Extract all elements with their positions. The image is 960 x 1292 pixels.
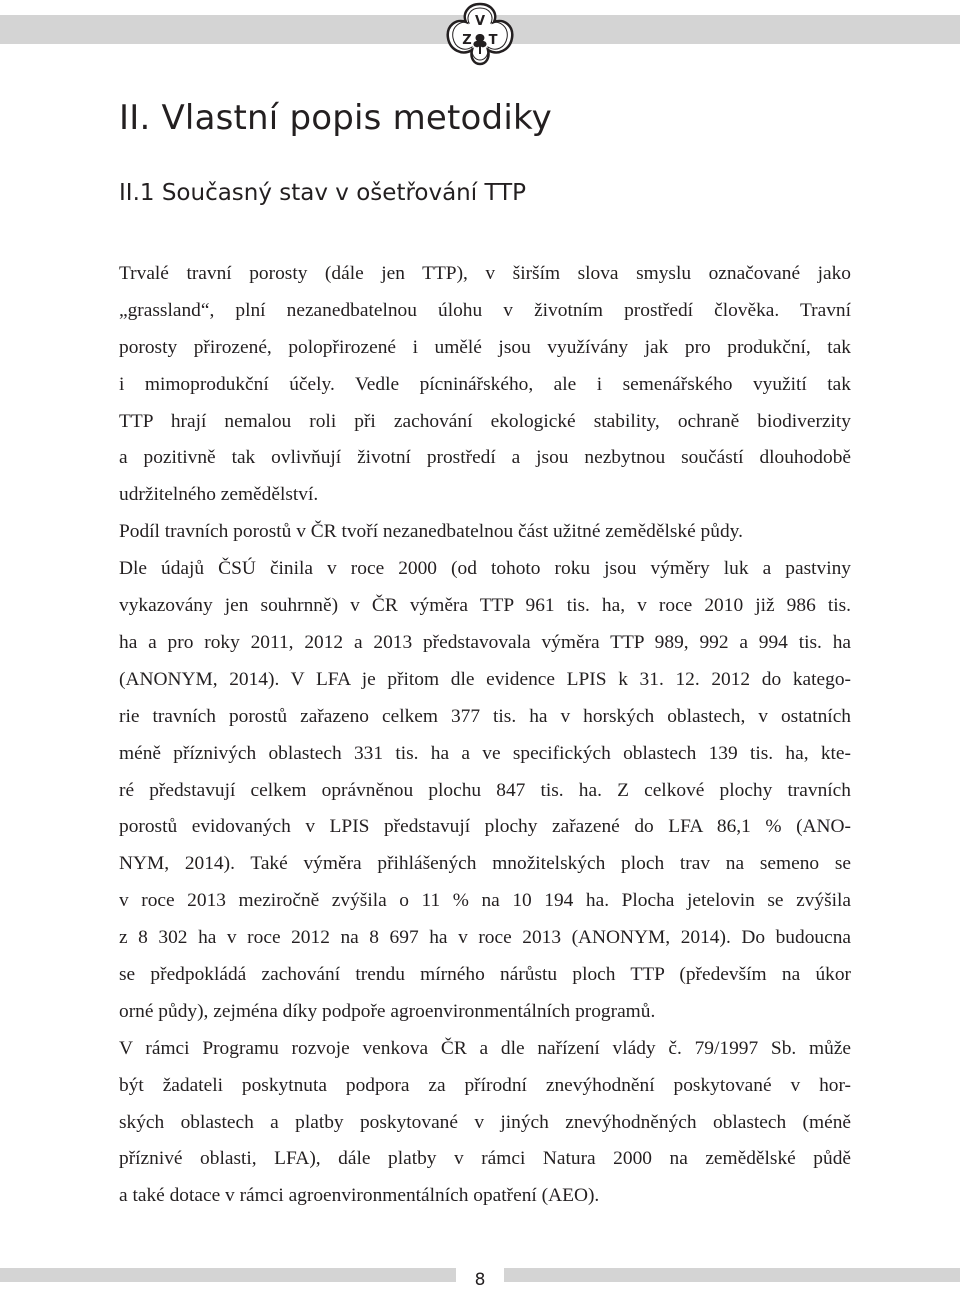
text-line: příznivé oblasti, LFA), dále platby v rámci Natura 2000 na zemědělské půdě — [119, 1148, 851, 1170]
text-line: Dle údajů ČSÚ činila v roce 2000 (od tohoto roku jsou výměry luk a pastviny — [119, 558, 851, 580]
logo-letter-z: Z — [462, 33, 472, 48]
text-line: vykazovány jen souhrnně) v ČR výměra TTP 961 tis. ha, v roce 2010 již 986 tis. — [119, 595, 851, 617]
clover-logo-icon — [440, 0, 520, 68]
text-line: (ANONYM, 2014). V LFA je přitom dle evidence LPIS k 31. 12. 2012 do katego- — [119, 668, 851, 690]
text-line: udržitelného zemědělství. — [119, 484, 319, 506]
text-line: ha a pro roky 2011, 2012 a 2013 představovala výměra TTP 989, 992 a 994 tis. ha — [119, 631, 851, 653]
logo-letter-v: V — [474, 14, 486, 29]
text-line: ré představují celkem oprávněnou plochu 847 tis. ha. Z celkové plochy travních — [119, 779, 851, 801]
logo-letter-t: T — [488, 33, 498, 48]
text-line: se předpokládá zachování trendu mírného nárůstu ploch TTP (především na úkor — [119, 963, 851, 985]
text-line: porostů evidovaných v LPIS představují plochy zařazené do LFA 86,1 % (ANO- — [119, 816, 851, 838]
body-text — [119, 256, 851, 1215]
text-line: být žadateli poskytnuta podpora za přírodní znevýhodnění poskytované v hor- — [119, 1074, 851, 1096]
text-line: NYM, 2014). Také výměra přihlášených množitelských ploch trav na semeno se — [119, 853, 851, 875]
vzt-logo — [440, 0, 520, 68]
text-line: porosty přirozené, polopřirozené i umělé jsou využívány jak pro produkční, tak — [119, 336, 851, 358]
text-line: ských oblastech a platby poskytované v jiných znevýhodněných oblastech (méně — [119, 1111, 851, 1133]
text-line: V rámci Programu rozvoje venkova ČR a dle nařízení vlády č. 79/1997 Sb. může — [119, 1037, 851, 1059]
section-heading: II.1 Současný stav v ošetřování TTP — [119, 180, 527, 206]
text-line: rie travních porostů zařazeno celkem 377 tis. ha v horských oblastech, v ostatních — [119, 705, 851, 727]
text-line: z 8 302 ha v roce 2012 na 8 697 ha v roce 2013 (ANONYM, 2014). Do budoucna — [119, 927, 851, 949]
text-line: i mimoprodukční účely. Vedle pícninářského, ale i semenářského využití tak — [119, 373, 851, 395]
text-line: TTP hrají nemalou roli při zachování ekologické stability, ochraně biodiverzity — [119, 410, 851, 432]
text-line: Podíl travních porostů v ČR tvoří nezanedbatelnou část užitné zemědělské půdy. — [119, 521, 743, 543]
page-number: 8 — [474, 1270, 486, 1290]
text-line: orné půdy), zejména díky podpoře agroenvironmentálních programů. — [119, 1000, 656, 1022]
text-line: Trvalé travní porosty (dále jen TTP), v širším slova smyslu označované jako — [119, 263, 851, 284]
text-line: „grassland“, plní nezanedbatelnou úlohu v životním prostředí člověka. Travní — [119, 299, 851, 321]
text-line: v roce 2013 meziročně zvýšila o 11 % na 10 194 ha. Plocha jetelovin se zvýšila — [119, 890, 851, 912]
text-line: a také dotace v rámci agroenvironmentálních opatření (AEO). — [119, 1185, 600, 1207]
text-line: méně příznivých oblastech 331 tis. ha a ve specifických oblastech 139 tis. ha, kte- — [119, 742, 851, 764]
text-line: a pozitivně tak ovlivňují životní prostředí a jsou nezbytnou součástí dlouhodobě — [119, 447, 851, 469]
chapter-heading: II. Vlastní popis metodiky — [119, 98, 552, 138]
